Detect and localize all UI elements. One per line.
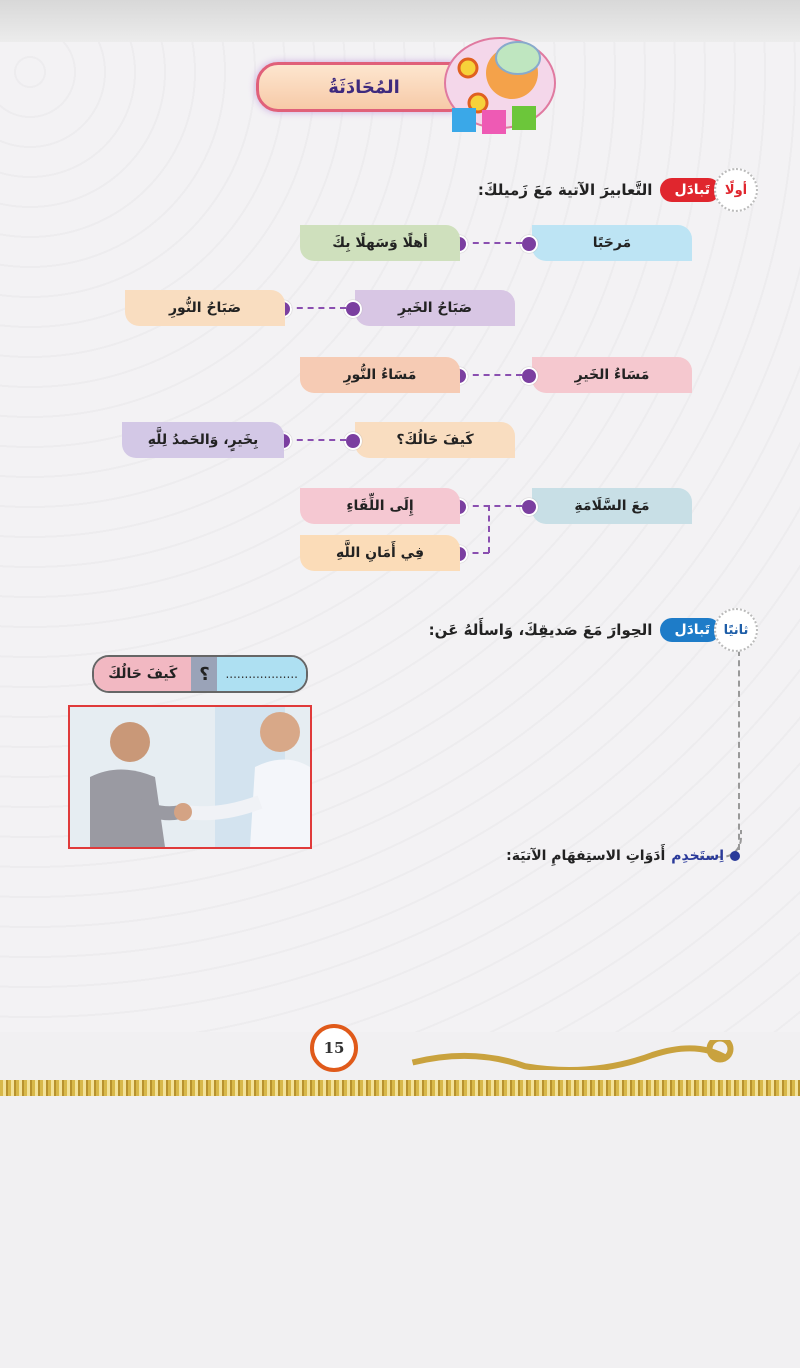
- prompt-tag: مَعَ السَّلَامَةِ: [532, 488, 692, 524]
- connector-line: [286, 439, 346, 441]
- response-tag: صَبَاحُ النُّورِ: [125, 290, 285, 326]
- prompt-tag: كَيفَ حَالُكَ؟: [355, 422, 515, 458]
- bubble-question: كَيفَ حَالُكَ: [94, 657, 191, 691]
- connector-dot: [520, 367, 538, 385]
- use-rest: أَدَوَاتِ الاستِفهَامِ الآتيَة:: [506, 848, 666, 864]
- section1-header: [478, 168, 758, 212]
- connector-dot: [520, 498, 538, 516]
- answer-blank: ...................: [217, 657, 306, 691]
- connector-dot: [344, 300, 362, 318]
- connector-line: [286, 307, 346, 309]
- response-tag: فِي أَمَانِ اللَّهِ: [300, 535, 460, 571]
- page-number: 15: [310, 1024, 358, 1072]
- section2-badge: تَبادَل: [660, 618, 720, 642]
- connector-line: [488, 505, 490, 553]
- prompt-tag: صَبَاحُ الخَيرِ: [355, 290, 515, 326]
- connector-line: [462, 505, 522, 507]
- use-instruction: [506, 848, 740, 864]
- response-tag: إِلَى اللِّقَاءِ: [300, 488, 460, 524]
- connector-line: [462, 242, 522, 244]
- connector-dot: [520, 235, 538, 253]
- response-tag: مَسَاءُ النُّورِ: [300, 357, 460, 393]
- page-title: المُحَادَثَةُ: [328, 76, 400, 98]
- use-highlight: اِستَخدِم: [671, 848, 724, 864]
- question-mark-icon: ؟: [191, 657, 217, 691]
- handshake-photo: [68, 705, 312, 849]
- guide-line: [738, 650, 740, 850]
- section2-instruction: الحِوارَ مَعَ صَديقِكَ، وَاسأَلهُ عَن:: [428, 621, 653, 639]
- bullet-dot: [730, 851, 740, 861]
- toy-blocks-icon: [440, 28, 560, 138]
- connector-dot: [344, 432, 362, 450]
- gold-ribbon-icon: [340, 1040, 800, 1070]
- section1-instruction: التَّعابيرَ الآتية مَعَ زَميلكَ:: [477, 181, 653, 199]
- section1-star-badge: أولًا: [714, 168, 758, 212]
- section2-header: [429, 608, 758, 652]
- gold-glitter-strip: [0, 1080, 800, 1096]
- section2-star-badge: ثانيًا: [714, 608, 758, 652]
- speech-bubble: [92, 655, 308, 693]
- top-band: [0, 0, 800, 42]
- connector-line: [462, 374, 522, 376]
- handshake-illustration-icon: [70, 707, 310, 847]
- prompt-tag: مَسَاءُ الخَيرِ: [532, 357, 692, 393]
- response-tag: بِخَيرٍ، وَالحَمدُ لِلَّهِ: [122, 422, 284, 458]
- response-tag: أهلًا وَسَهلًا بِكَ: [300, 225, 460, 261]
- prompt-tag: مَرحَبًا: [532, 225, 692, 261]
- section1-badge: تَبادَل: [660, 178, 720, 202]
